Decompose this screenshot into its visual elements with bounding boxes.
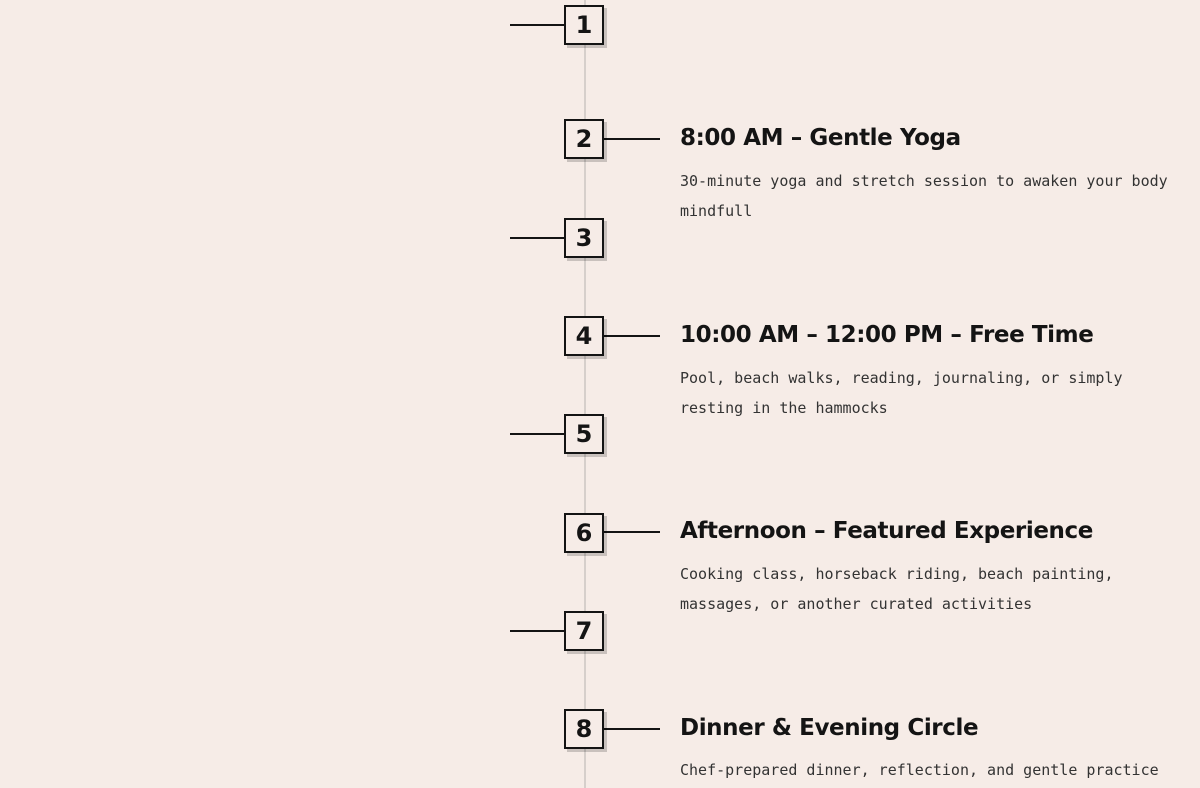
step-number-badge: 1 <box>564 5 604 45</box>
timeline-connector <box>510 24 566 26</box>
schedule-item-description <box>680 755 1200 785</box>
description-line: Cooking class, horseback riding, beach painting, <box>680 565 1114 583</box>
step-number-badge: 6 <box>564 513 604 553</box>
schedule-item-description <box>680 559 1200 619</box>
timeline-connector <box>510 433 566 435</box>
timeline-connector <box>510 237 566 239</box>
schedule-item-title: Afternoon – Featured Experience <box>680 518 1093 544</box>
step-number-badge: 5 <box>564 414 604 454</box>
description-line: 30-minute yoga and stretch session to awaken your body <box>680 172 1168 190</box>
description-line: Pool, beach walks, reading, journaling, or simply <box>680 369 1123 387</box>
description-line: massages, or another curated activities <box>680 595 1033 613</box>
description-line: Chef-prepared dinner, reflection, and gentle practice <box>680 761 1159 779</box>
timeline-connector <box>604 335 660 337</box>
timeline-connector <box>604 138 660 140</box>
step-number-badge: 7 <box>564 611 604 651</box>
step-number-badge: 2 <box>564 119 604 159</box>
timeline-connector <box>510 630 566 632</box>
step-number-badge: 3 <box>564 218 604 258</box>
schedule-item-description <box>680 363 1200 423</box>
schedule-item-title: 8:00 AM – Gentle Yoga <box>680 125 961 151</box>
description-line: mindfull <box>680 202 753 220</box>
step-number-badge: 8 <box>564 709 604 749</box>
step-number-badge: 4 <box>564 316 604 356</box>
timeline-connector <box>604 728 660 730</box>
schedule-item-description <box>680 166 1200 226</box>
description-line: resting in the hammocks <box>680 399 888 417</box>
timeline-connector <box>604 531 660 533</box>
schedule-item-title: 10:00 AM – 12:00 PM – Free Time <box>680 322 1094 348</box>
schedule-item-title: Dinner & Evening Circle <box>680 715 979 741</box>
